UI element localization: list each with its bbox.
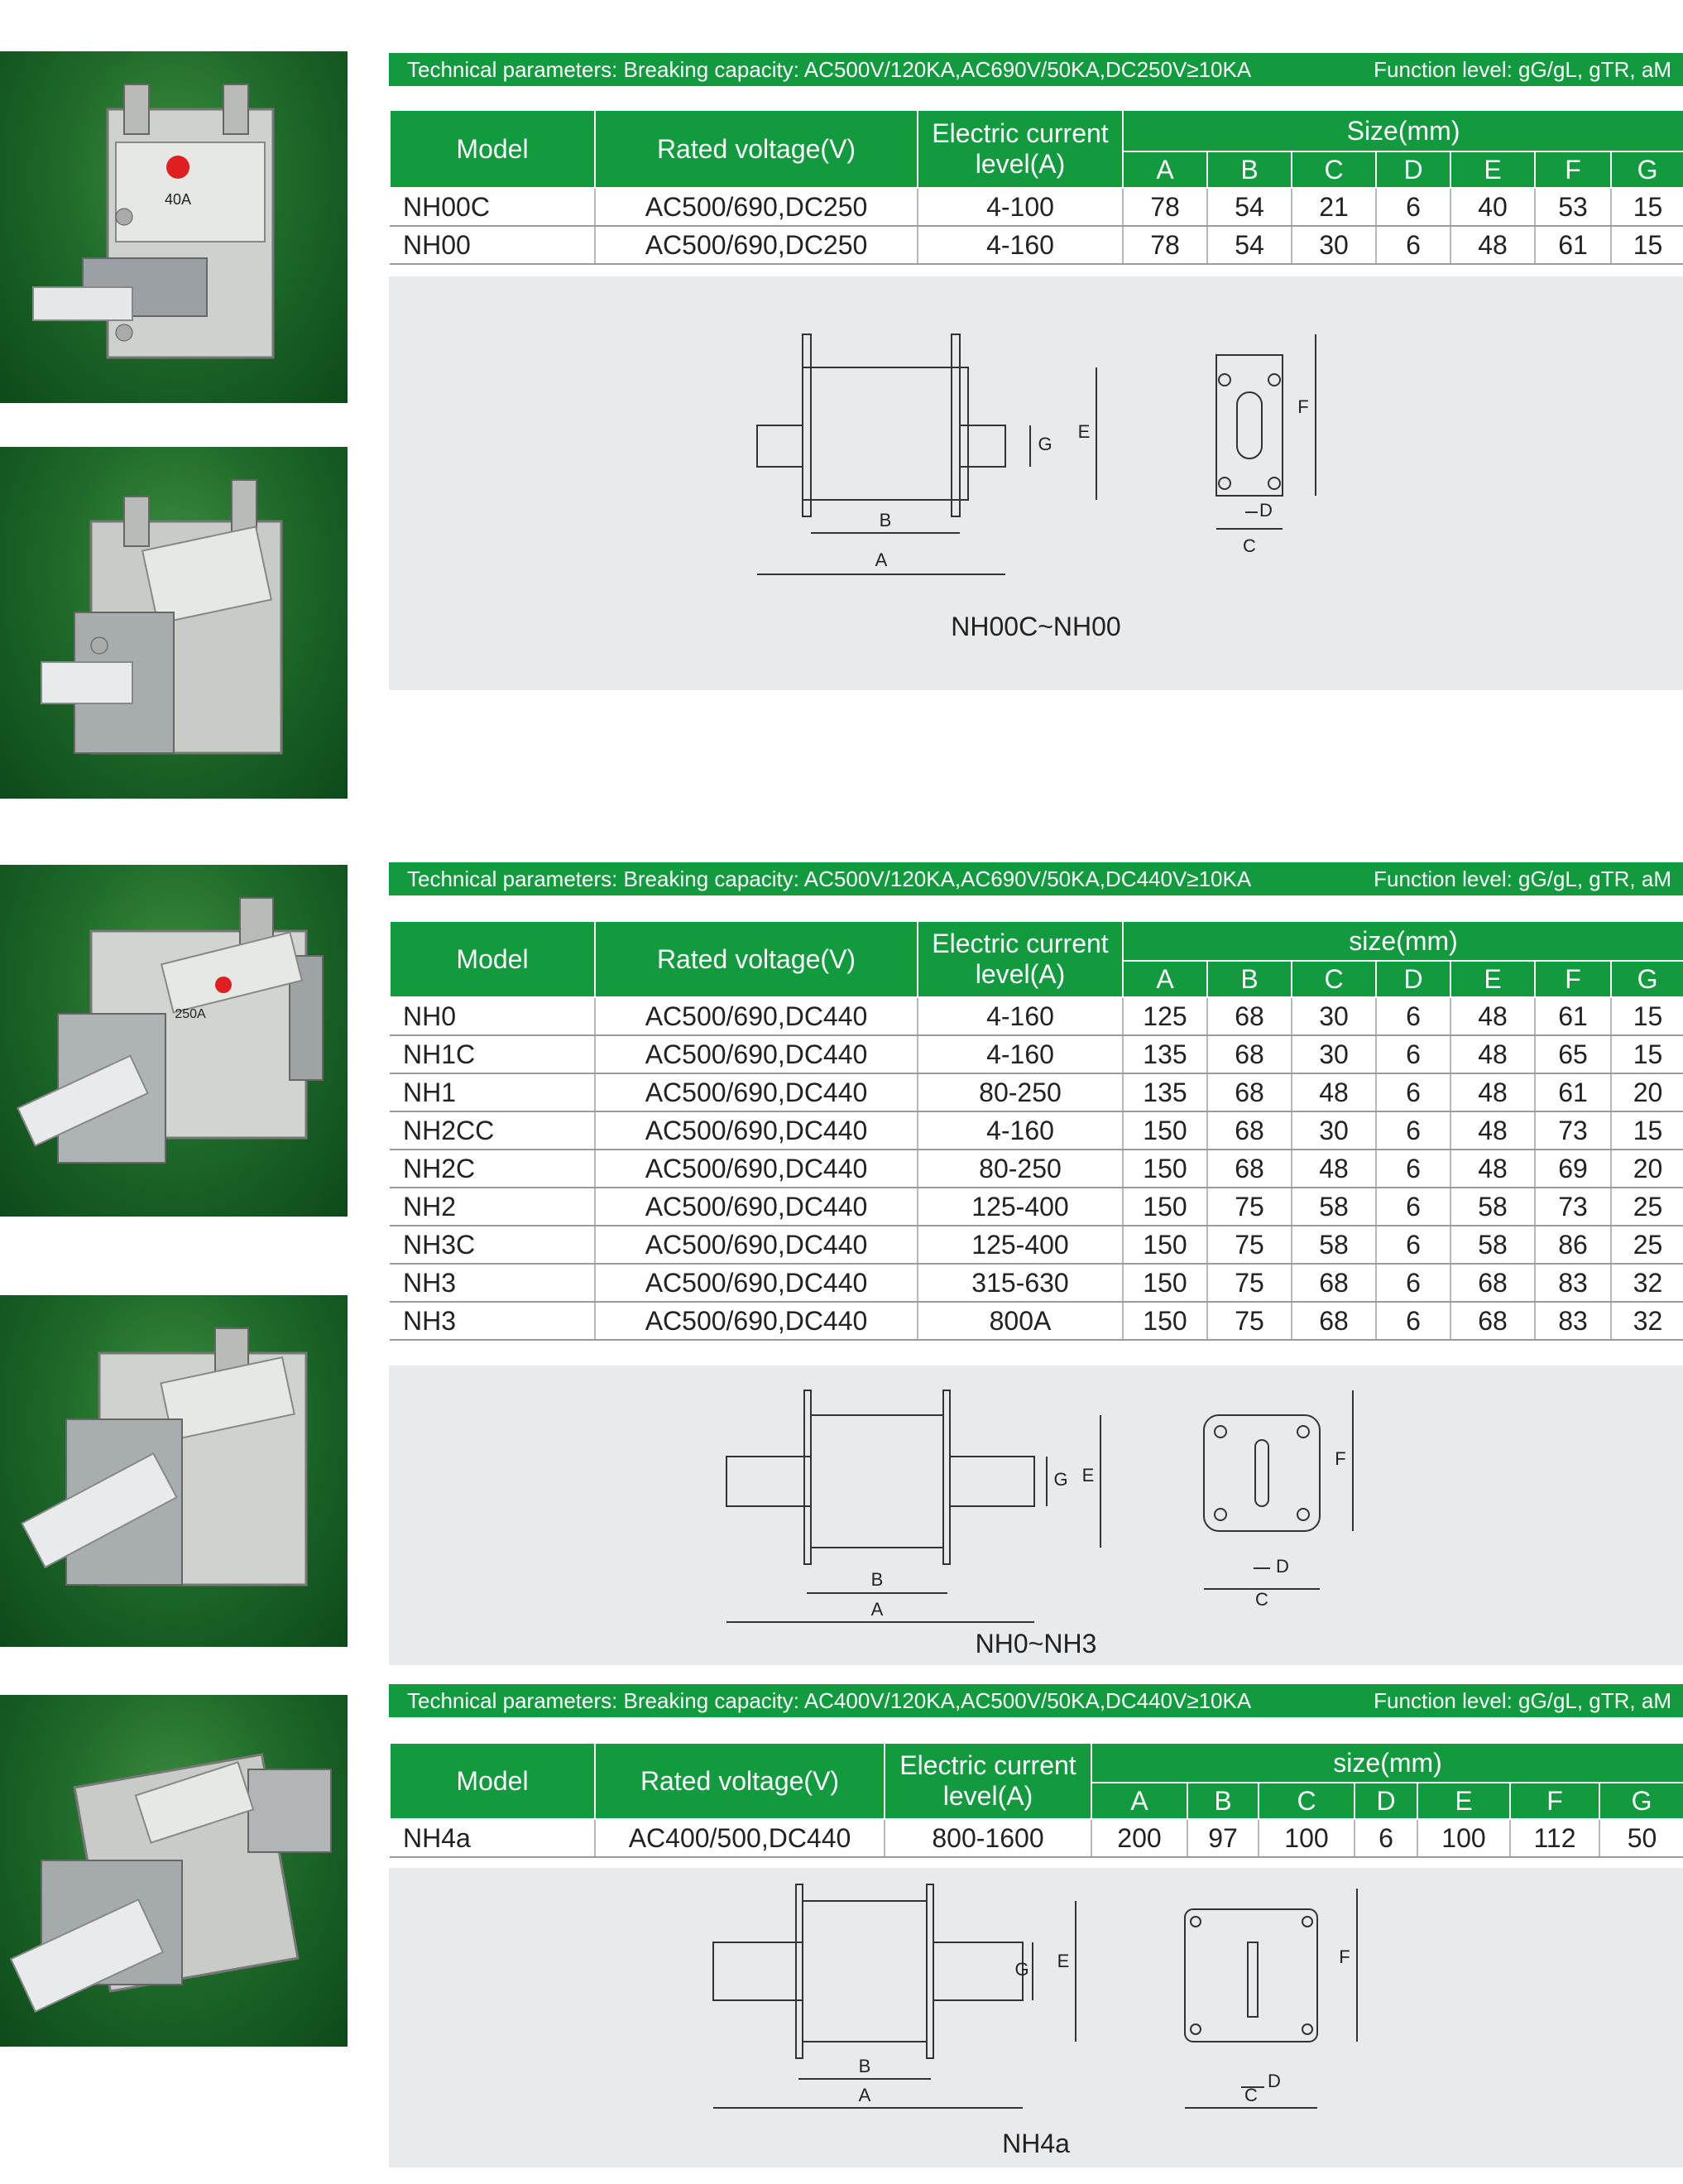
header-size: size(mm) [1123,921,1683,961]
cell-model: NH3 [390,1264,595,1302]
cell-g: 25 [1611,1188,1683,1226]
cell-e: 100 [1417,1819,1510,1857]
cell-f: 83 [1535,1302,1611,1340]
cell-a: 150 [1123,1302,1207,1340]
cell-e: 68 [1450,1264,1535,1302]
cell-current: 125-400 [918,1226,1123,1264]
cell-c: 21 [1292,188,1376,226]
header-voltage: Rated voltage(V) [595,110,918,188]
dim-label: E [1077,421,1091,442]
cell-current: 800A [918,1302,1123,1340]
cell-e: 58 [1450,1188,1535,1226]
cell-model: NH3C [390,1226,595,1264]
cell-voltage: AC500/690,DC440 [595,1035,918,1073]
dim-label: G [1038,434,1052,454]
header-size: Size(mm) [1123,110,1683,151]
cell-b: 75 [1207,1264,1292,1302]
header-voltage: Rated voltage(V) [595,921,918,997]
cell-current: 125-400 [918,1188,1123,1226]
cell-g: 50 [1599,1819,1683,1857]
cell-model: NH4a [390,1819,595,1857]
cell-d: 6 [1376,226,1450,264]
header-dim: E [1417,1783,1510,1819]
cell-c: 30 [1292,1035,1376,1073]
dim-label: F [1339,1946,1350,1967]
cell-g: 15 [1611,997,1683,1035]
cell-current: 4-160 [918,1035,1123,1073]
product-photo-nh2 [0,1295,348,1647]
cell-f: 61 [1535,997,1611,1035]
cell-model: NH00 [390,226,595,264]
cell-f: 86 [1535,1226,1611,1264]
diagram-caption: NH00C~NH00 [951,612,1121,641]
cell-a: 135 [1123,1073,1207,1111]
dim-label: C [1255,1589,1268,1610]
tech-params-bar [389,53,1683,86]
header-dim: A [1123,961,1207,997]
dim-label: D [1259,500,1273,521]
cell-g: 15 [1611,226,1683,264]
tech-params-text [407,1688,1251,1714]
header-dim: G [1611,961,1683,997]
cell-voltage: AC500/690,DC440 [595,1264,918,1302]
header-dim: G [1611,151,1683,188]
cell-d: 6 [1376,1035,1450,1073]
dimension-diagram [389,276,1683,690]
table-row [390,1302,1683,1340]
cell-g: 15 [1611,1035,1683,1073]
tech-params-bar [389,862,1683,895]
table-row [390,188,1683,226]
cell-c: 68 [1292,1302,1376,1340]
tech-params-value: AC400V/120KA,AC500V/50KA,DC440V≥10KA [803,1687,1252,1713]
cell-b: 68 [1207,997,1292,1035]
cell-g: 32 [1611,1264,1683,1302]
header-dim: G [1599,1783,1683,1819]
header-current: Electric current level(A) [885,1743,1091,1819]
cell-b: 75 [1207,1302,1292,1340]
cell-f: 112 [1510,1819,1599,1857]
cell-model: NH1 [390,1073,595,1111]
cell-current: 80-250 [918,1150,1123,1188]
header-dim: D [1355,1783,1417,1819]
cell-c: 48 [1292,1150,1376,1188]
header-dim: B [1207,151,1292,188]
cell-voltage: AC500/690,DC440 [595,997,918,1035]
cell-d: 6 [1376,1150,1450,1188]
cell-b: 75 [1207,1188,1292,1226]
product-photo-nh4a [0,1695,348,2047]
cell-d: 6 [1376,1111,1450,1150]
cell-e: 40 [1450,188,1535,226]
cell-e: 48 [1450,1150,1535,1188]
cell-a: 78 [1123,226,1207,264]
header-model: Model [390,921,595,997]
cell-a: 150 [1123,1150,1207,1188]
cell-d: 6 [1376,1073,1450,1111]
cell-e: 48 [1450,997,1535,1035]
product-photo-nh1 [0,865,348,1217]
cell-d: 6 [1376,1226,1450,1264]
cell-e: 48 [1450,226,1535,264]
table-row [390,1111,1683,1150]
cell-d: 6 [1376,1188,1450,1226]
cell-d: 6 [1376,1264,1450,1302]
product-photo-nh00 [0,447,348,799]
header-dim: F [1535,961,1611,997]
cell-c: 30 [1292,997,1376,1035]
cell-a: 150 [1123,1264,1207,1302]
cell-f: 65 [1535,1035,1611,1073]
cell-a: 78 [1123,188,1207,226]
diagram-caption: NH4a [1002,2129,1070,2158]
dim-label: B [879,510,892,530]
dim-label: G [1053,1469,1068,1490]
cell-voltage: AC500/690,DC440 [595,1302,918,1340]
cell-c: 58 [1292,1226,1376,1264]
cell-c: 48 [1292,1073,1376,1111]
cell-d: 6 [1376,997,1450,1035]
cell-voltage: AC500/690,DC250 [595,188,918,226]
header-dim: A [1091,1783,1187,1819]
function-level-text: Function level: gG/gL, gTR, aM [1374,56,1671,82]
cell-f: 73 [1535,1188,1611,1226]
cell-model: NH00C [390,188,595,226]
cell-voltage: AC500/690,DC440 [595,1226,918,1264]
diagram-caption: NH0~NH3 [975,1629,1097,1658]
dimension-drawing [389,1868,1683,2167]
cell-current: 4-160 [918,997,1123,1035]
cell-f: 73 [1535,1111,1611,1150]
cell-e: 48 [1450,1073,1535,1111]
cell-a: 150 [1123,1226,1207,1264]
header-dim: B [1187,1783,1259,1819]
cell-b: 68 [1207,1150,1292,1188]
dim-label: D [1268,2071,1281,2091]
dim-label: F [1335,1448,1346,1469]
cell-model: NH1C [390,1035,595,1073]
cell-d: 6 [1355,1819,1417,1857]
cell-model: NH2 [390,1188,595,1226]
cell-g: 32 [1611,1302,1683,1340]
product-photo-nh00c [0,51,348,403]
header-dim: D [1376,961,1450,997]
dim-label: A [858,2085,871,2105]
cell-f: 61 [1535,226,1611,264]
header-dim: C [1292,961,1376,997]
cell-b: 68 [1207,1073,1292,1111]
table-row [390,1264,1683,1302]
tech-params-text: Technical parameters: Breaking capacity: AC500V/120KA,AC690V/50KA,DC440V≥10KA [407,866,1252,891]
cell-g: 15 [1611,1111,1683,1150]
photo-label-rating: 40A [164,191,192,208]
dim-label: F [1297,396,1309,417]
cell-b: 68 [1207,1035,1292,1073]
header-current: Electric current level(A) [918,110,1123,188]
dim-label: C [1244,2085,1258,2105]
header-dim: B [1207,961,1292,997]
dim-label: D [1276,1556,1289,1577]
dim-label: E [1081,1465,1095,1486]
header-model: Model [390,1743,595,1819]
cell-current: 4-100 [918,188,1123,226]
cell-a: 150 [1123,1111,1207,1150]
header-current: Electric current level(A) [918,921,1123,997]
dimension-drawing [389,1366,1683,1665]
function-level-text: Function level: gG/gL, gTR, aM [1374,866,1671,891]
cell-c: 58 [1292,1188,1376,1226]
cell-current: 800-1600 [885,1819,1091,1857]
cell-current: 4-160 [918,1111,1123,1150]
cell-d: 6 [1376,188,1450,226]
table-row [390,1188,1683,1226]
cell-current: 4-160 [918,226,1123,264]
dimension-diagram [389,1366,1683,1665]
table-row [390,1819,1683,1857]
cell-d: 6 [1376,1302,1450,1340]
cell-voltage: AC400/500,DC440 [595,1819,885,1857]
cell-a: 135 [1123,1035,1207,1073]
cell-voltage: AC500/690,DC440 [595,1111,918,1150]
cell-voltage: AC500/690,DC440 [595,1150,918,1188]
table-row [390,1073,1683,1111]
dim-label: A [875,550,888,570]
header-model: Model [390,110,595,188]
spec-table [389,1742,1683,1858]
cell-voltage: AC500/690,DC250 [595,226,918,264]
cell-voltage: AC500/690,DC440 [595,1188,918,1226]
tech-params-text: Technical parameters: Breaking capacity: AC500V/120KA,AC690V/50KA,DC250V≥10KA [407,56,1252,82]
dim-label: A [870,1599,884,1620]
cell-a: 150 [1123,1188,1207,1226]
table-row [390,1226,1683,1264]
header-dim: A [1123,151,1207,188]
cell-a: 125 [1123,997,1207,1035]
cell-f: 53 [1535,188,1611,226]
cell-model: NH2CC [390,1111,595,1150]
table-row [390,1035,1683,1073]
cell-current: 80-250 [918,1073,1123,1111]
header-voltage: Rated voltage(V) [595,1743,885,1819]
cell-e: 68 [1450,1302,1535,1340]
cell-model: NH3 [390,1302,595,1340]
cell-g: 20 [1611,1150,1683,1188]
header-dim: F [1510,1783,1599,1819]
header-dim: F [1535,151,1611,188]
header-dim: D [1376,151,1450,188]
cell-g: 15 [1611,188,1683,226]
cell-c: 100 [1259,1819,1355,1857]
cell-a: 200 [1091,1819,1187,1857]
cell-g: 20 [1611,1073,1683,1111]
cell-e: 48 [1450,1035,1535,1073]
photo-label-rating: 250A [175,1007,206,1021]
cell-c: 30 [1292,226,1376,264]
cell-b: 75 [1207,1226,1292,1264]
cell-current: 315-630 [918,1264,1123,1302]
cell-c: 30 [1292,1111,1376,1150]
cell-b: 97 [1187,1819,1259,1857]
cell-c: 68 [1292,1264,1376,1302]
dim-label: C [1243,535,1256,556]
cell-b: 68 [1207,1111,1292,1150]
cell-voltage: AC500/690,DC440 [595,1073,918,1111]
function-level-text: Function level: gG/gL, gTR, aM [1374,1687,1671,1713]
cell-e: 58 [1450,1226,1535,1264]
header-size: size(mm) [1091,1743,1683,1783]
cell-model: NH2C [390,1150,595,1188]
dimension-diagram [389,1868,1683,2167]
cell-f: 69 [1535,1150,1611,1188]
header-dim: C [1259,1783,1355,1819]
spec-table [389,109,1683,265]
dim-label: B [870,1569,884,1590]
cell-model: NH0 [390,997,595,1035]
header-dim: E [1450,961,1535,997]
cell-b: 54 [1207,226,1292,264]
cell-f: 83 [1535,1264,1611,1302]
table-row [390,1150,1683,1188]
header-dim: C [1292,151,1376,188]
table-row [390,226,1683,264]
dim-label: G [1014,1959,1029,1980]
cell-f: 61 [1535,1073,1611,1111]
tech-params-bar [389,1684,1683,1717]
cell-e: 48 [1450,1111,1535,1150]
dim-label: B [858,2056,871,2076]
dim-label: E [1057,1951,1070,1971]
cell-b: 54 [1207,188,1292,226]
cell-g: 25 [1611,1226,1683,1264]
spec-table [389,920,1683,1341]
table-row [390,997,1683,1035]
tech-params-prefix: Technical parameters: Breaking capacity: [407,1687,800,1713]
header-dim: E [1450,151,1535,188]
